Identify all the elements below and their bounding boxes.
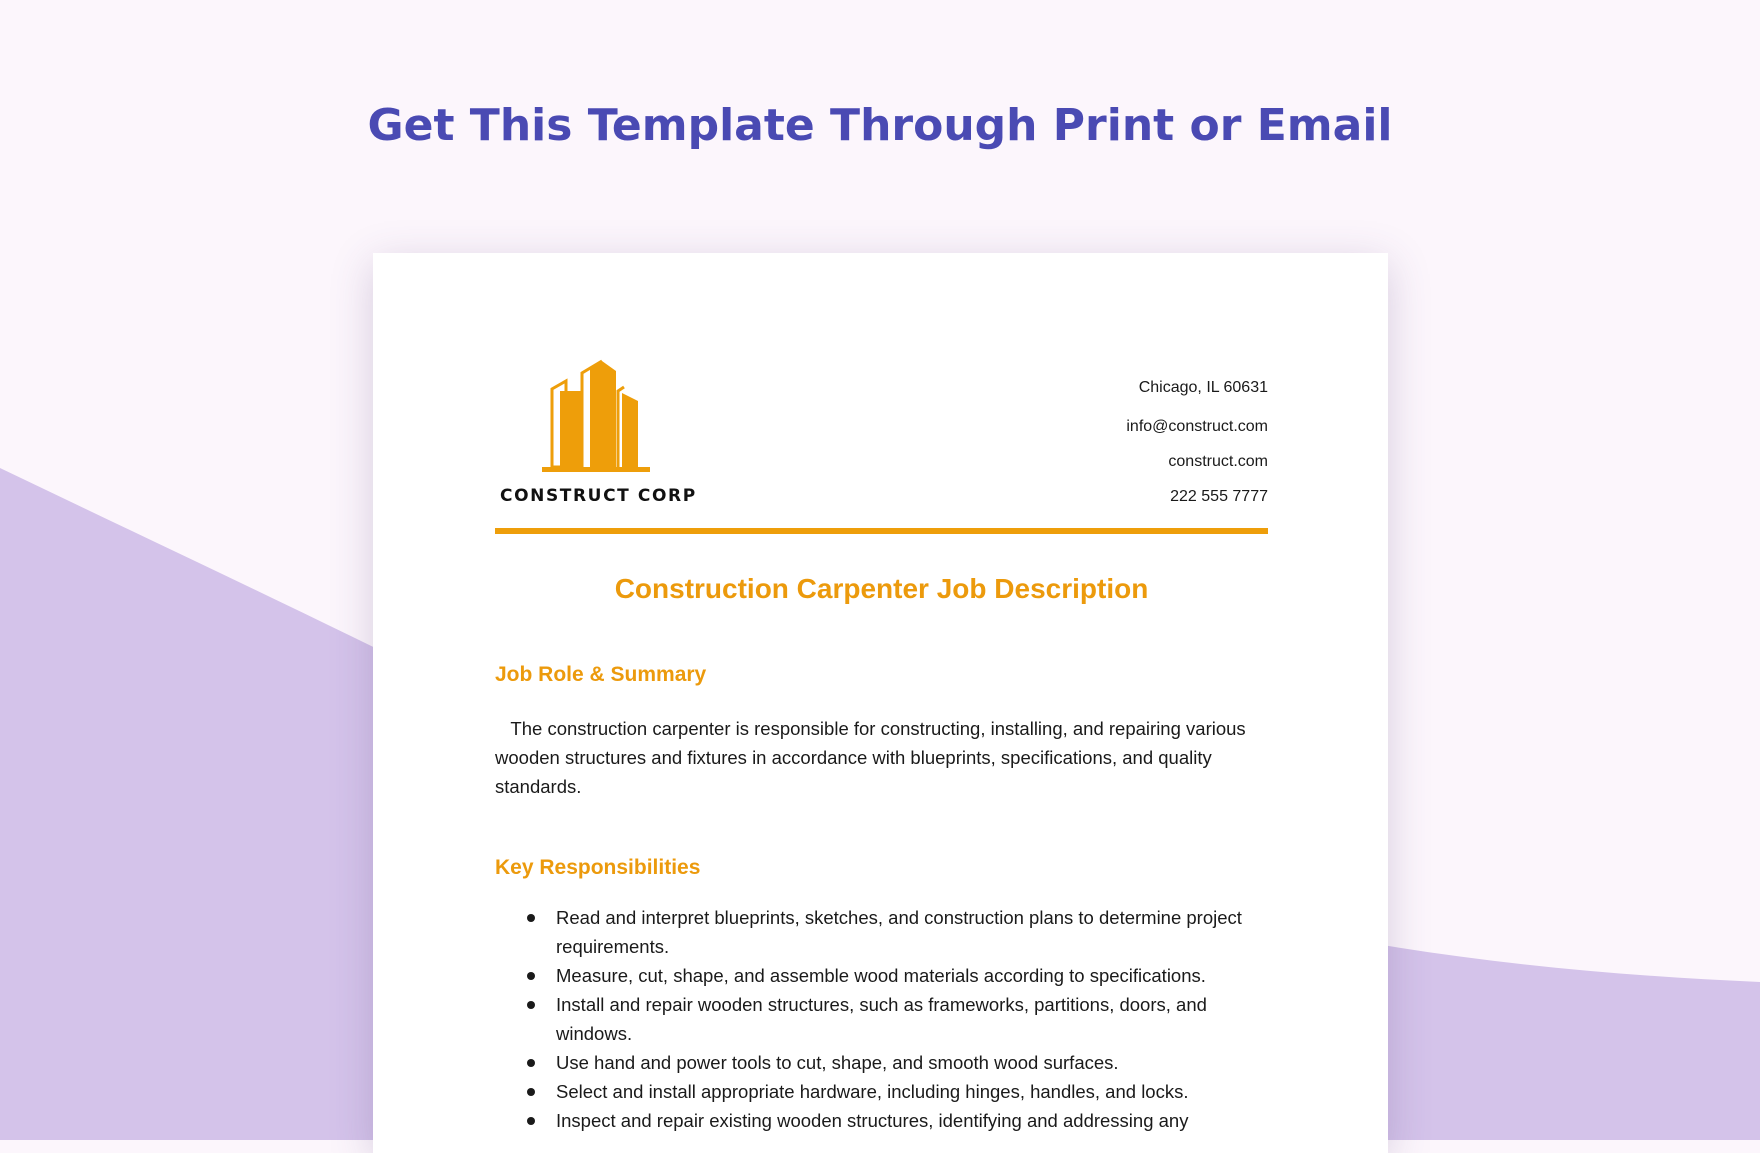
contact-email: info@construct.com [1126,418,1268,435]
bullet-icon [527,1117,535,1125]
company-name: CONSTRUCT CORP [500,486,697,506]
responsibilities-list [495,903,1268,1135]
bullet-icon [527,1088,535,1096]
responsibilities-heading: Key Responsibilities [495,856,701,879]
list-item-text: Use hand and power tools to cut, shape, and smooth wood surfaces. [556,1052,1119,1073]
summary-text-content: The construction carpenter is responsible for constructing, installing, and repairing various wooden structures and fixtures in accordance with blueprints, specifications, and quality standards. [495,718,1246,797]
list-item [495,903,1268,961]
page-headline: Get This Template Through Print or Email [367,100,1393,151]
buildings-icon [542,359,650,473]
list-item [495,961,1268,990]
list-item-text: Inspect and repair existing wooden structures, identifying and addressing any [556,1110,1189,1131]
bullet-icon [527,1001,535,1009]
contact-address: Chicago, IL 60631 [1138,379,1268,396]
contact-website: construct.com [1168,453,1268,470]
list-item [495,1106,1268,1135]
contact-phone: 222 555 7777 [1170,488,1268,505]
bullet-icon [527,972,535,980]
bullet-icon [527,914,535,922]
list-item-text: Install and repair wooden structures, such as frameworks, partitions, doors, and windows. [556,994,1207,1044]
bullet-icon [527,1059,535,1067]
list-item-text: Select and install appropriate hardware, including hinges, handles, and locks. [556,1081,1189,1102]
summary-text [495,714,1268,801]
summary-heading: Job Role & Summary [495,663,707,686]
document-title: Construction Carpenter Job Description [614,573,1149,604]
document-page [373,253,1388,1153]
list-item [495,990,1268,1048]
list-item [495,1077,1268,1106]
company-logo [495,359,695,504]
list-item-text: Read and interpret blueprints, sketches, and construction plans to determine project requirements. [556,907,1242,957]
list-item-text: Measure, cut, shape, and assemble wood materials according to specifications. [556,965,1206,986]
header-divider [495,528,1268,534]
list-item [495,1048,1268,1077]
